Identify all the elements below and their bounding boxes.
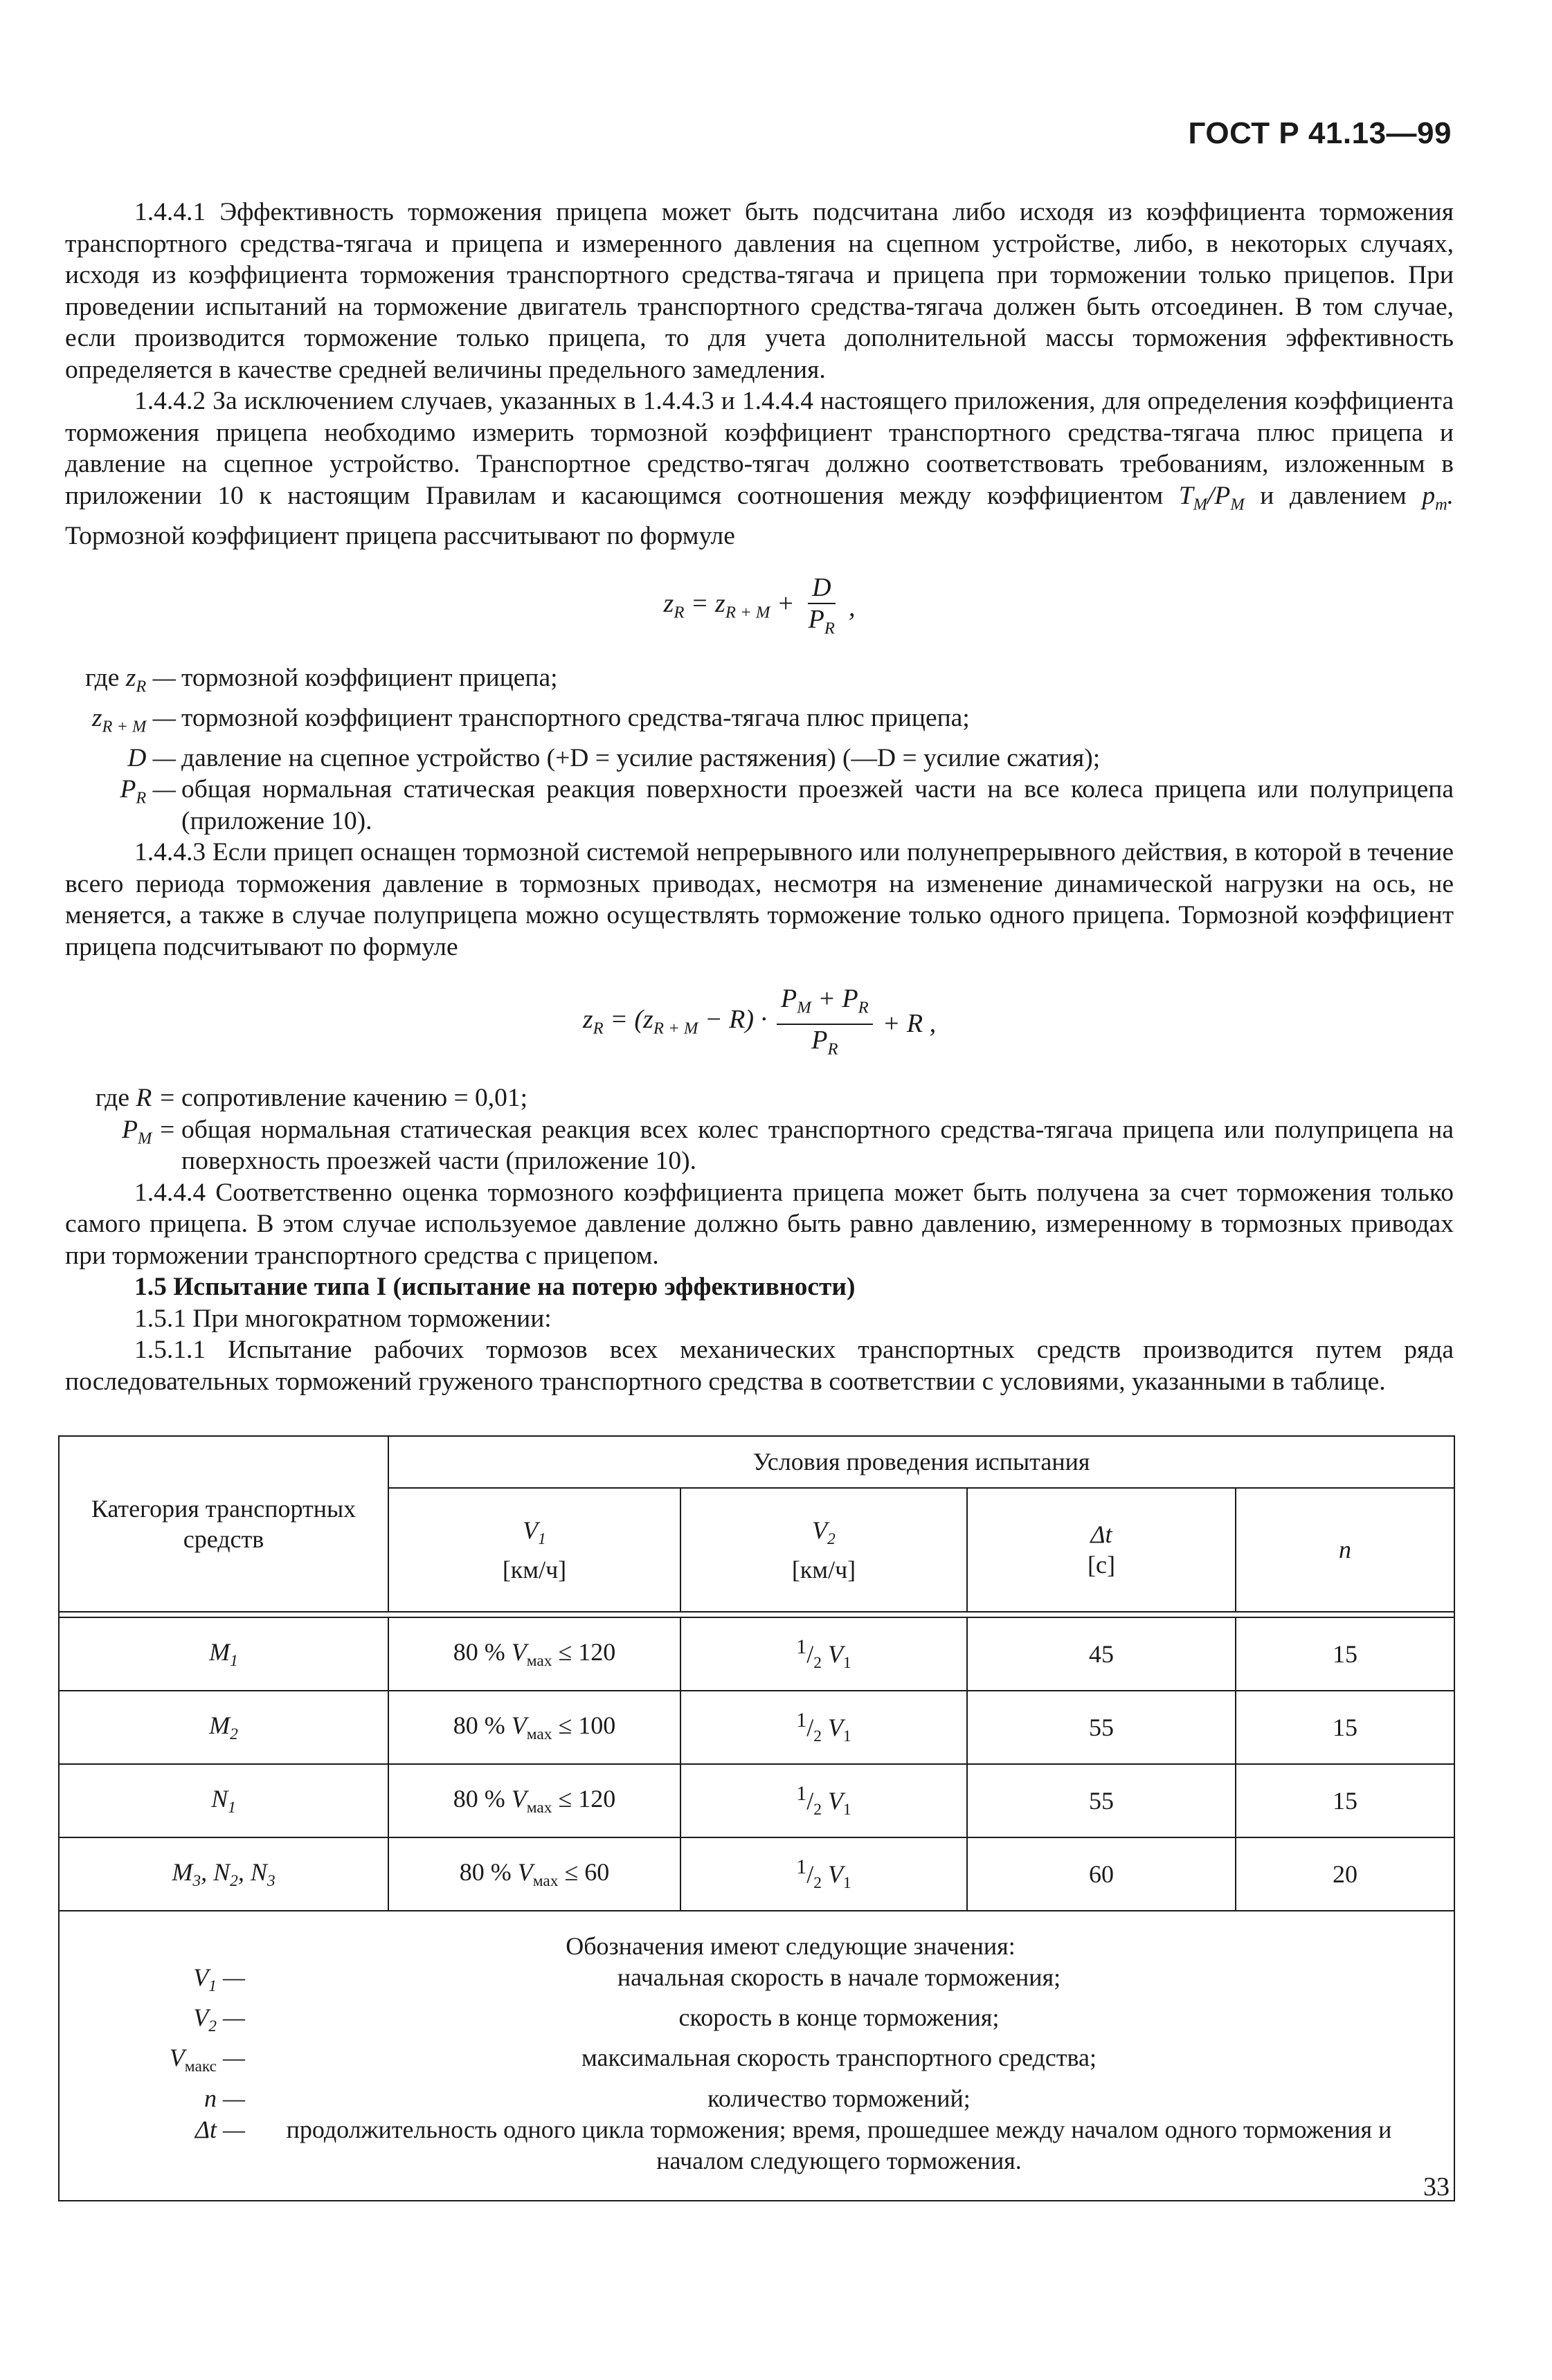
def-r-symbol: где R =	[95, 1084, 176, 1113]
formula-1-denominator: $P_R$	[808, 605, 835, 638]
definitions-2	[65, 1082, 1454, 1177]
header-category: Категория транспортных средств	[59, 1436, 388, 1612]
def-zrm-symbol: $z_{R + M}$ —	[91, 703, 176, 736]
note-n-text: количество торможений;	[707, 2084, 971, 2112]
def-pr-text: общая нормальная статическая реакция поверхности проезжей части на все колеса прицепа или полуприцепа (приложение 10).	[181, 775, 1454, 835]
cell-v2: $^1/_2$ $V_1$	[680, 1691, 967, 1764]
cell-dt: 55	[967, 1764, 1236, 1837]
header-v1: $V_1$ [км/ч]	[388, 1488, 680, 1612]
formula-2-denominator: $P_R$	[811, 1025, 838, 1059]
paragraph-1-4-4-2-end: Тормозной коэффициент прицепа рассчитывают по формуле	[65, 521, 735, 550]
header-v2: $V_2$ [км/ч]	[680, 1488, 967, 1612]
cell-v2: $^1/_2$ $V_1$	[680, 1617, 967, 1691]
header-double-rule	[59, 1612, 1454, 1617]
paragraph-1-4-4-2-mid: и давлением	[1260, 481, 1407, 510]
ratio-tm-pm: $T_M/P_M$	[1178, 481, 1245, 514]
paragraph-1-4-4-3: 1.4.4.3 Если прицеп оснащен тормозной системой непрерывного или полунепрерывного действия, в которой в течение всего периода торможения давление в тормозных приводах, несмотря на изменение динамической нагрузки на ось, не меняется, а также в случае полуприцепа можно осуществлять торможение только одного прицепа. Тормозной коэффициент прицепа подсчитывают по формуле	[65, 838, 1454, 961]
section-1-5-heading: 1.5 Испытание типа I (испытание на потерю эффективности)	[134, 1273, 856, 1302]
header-n	[1236, 1488, 1454, 1612]
note-v2-text: скорость в конце торможения;	[678, 2004, 1000, 2032]
note-dt-text: продолжительность одного цикла торможения; время, прошедшее между началом одного торможения и началом следующего торможения.	[286, 2115, 1392, 2174]
cell-category: $M_3$, $N_2$, $N_3$	[59, 1837, 388, 1911]
page-number: 33	[1423, 2172, 1450, 2201]
note-vmax-text: максимальная скорость транспортного средства;	[581, 2044, 1097, 2072]
def-zr-symbol: где $z_R$ —	[85, 663, 176, 696]
cell-dt: 55	[967, 1691, 1236, 1764]
formula-2	[65, 983, 1454, 1064]
table-row	[59, 1617, 1454, 1691]
def-r-text: сопротивление качению = 0,01;	[181, 1084, 528, 1113]
body-text	[65, 197, 1454, 1397]
formula-1-lhs: $z_R = z_{R + M}$ +	[663, 588, 795, 622]
notes-list	[155, 1962, 1426, 2177]
header-n-symbol: n	[1339, 1536, 1351, 1564]
header-v2-unit: [км/ч]	[791, 1555, 856, 1583]
cell-v1: 80 % $V_{мах} \le 60$	[388, 1837, 680, 1911]
note-n-symbol: n —	[204, 2084, 245, 2112]
header-dt	[967, 1488, 1236, 1612]
cell-n: 15	[1236, 1691, 1454, 1764]
header-dt-symbol: Δt	[1090, 1520, 1112, 1549]
note-v1-symbol: $V_1$ —	[193, 1963, 245, 1996]
def-zr-text: тормозной коэффициент прицепа;	[181, 663, 558, 692]
def-d-text: давление на сцепное устройство (+D = усилие растяжения) (—D = усилие сжатия);	[181, 743, 1101, 772]
def-d-symbol: D —	[127, 743, 176, 772]
formula-2-fraction	[777, 983, 873, 1064]
symbol-pm: $p_m$.	[1422, 481, 1454, 514]
def-pm-symbol: $P_M$ =	[122, 1115, 176, 1148]
cell-n: 20	[1236, 1837, 1454, 1911]
table-row	[59, 1837, 1454, 1911]
header-v1-unit: [км/ч]	[502, 1555, 567, 1583]
cell-n: 15	[1236, 1617, 1454, 1691]
note-dt-symbol: Δt —	[195, 2115, 245, 2143]
formula-2-numerator: $P_M + P_R$	[777, 983, 873, 1025]
cell-v2: $^1/_2$ $V_1$	[680, 1837, 967, 1911]
definitions-1	[65, 662, 1454, 837]
formula-2-lhs: $z_R = (z_{R + M} - R)$ ·	[582, 1004, 768, 1038]
table-notes	[59, 1911, 1454, 2201]
cell-category: $M_1$	[59, 1617, 388, 1691]
table-row	[59, 1764, 1454, 1837]
standard-header: ГОСТ Р 41.13—99	[1188, 116, 1452, 150]
formula-1-numerator: D	[808, 572, 835, 604]
def-pm-text: общая нормальная статическая реакция всех колес транспортного средства-тягача прицепа или полуприцепа на поверхность проезжей части (приложение 10).	[181, 1115, 1454, 1176]
formula-1-tail: ,	[848, 593, 856, 623]
cell-dt: 45	[967, 1617, 1236, 1691]
table-row	[59, 1691, 1454, 1764]
paragraph-1-5-1-1: 1.5.1.1 Испытание рабочих тормозов всех механических транспортных средств производится путем ряда последовательных торможений груженого транспортного средства в соответствии с условиями, указанными в таблице.	[65, 1336, 1454, 1396]
paragraph-1-4-4-2	[65, 385, 1454, 552]
header-conditions: Условия проведения испытания	[388, 1436, 1454, 1488]
def-zrm-text: тормозной коэффициент транспортного средства-тягача плюс прицепа;	[181, 703, 970, 732]
cell-dt: 60	[967, 1837, 1236, 1911]
paragraph-1-5-1: 1.5.1 При многократном торможении:	[134, 1304, 552, 1333]
header-dt-unit: [с]	[1088, 1551, 1115, 1579]
formula-2-tail: + R ,	[882, 1008, 937, 1038]
paragraph-1-4-4-1: 1.4.4.1 Эффективность торможения прицепа может быть подсчитана либо исходя из коэффициента торможения транспортного средства-тягача и прицепа и измеренного давления на сцепном устройстве, либо, в некоторых случаях, исходя из коэффициента торможения транспортного средства-тягача и прицепа при торможении только прицепов. При проведении испытаний на торможение двигатель транспортного средства-тягача должен быть отсоединен. В том случае, если производится торможение только прицепа, то для учета дополнительной массы торможения эффективность определяется в качестве средней величины предельного замедления.	[65, 198, 1454, 384]
def-pr-symbol: $P_R$ —	[120, 775, 176, 808]
cell-n: 15	[1236, 1764, 1454, 1837]
paragraph-1-4-4-2-text: 1.4.4.2 За исключением случаев, указанных в 1.4.4.3 и 1.4.4.4 настоящего приложения, для определения коэффициента торможения прицепа необходимо измерить тормозной коэффициент транспортного средства-тягача плюс прицепа и давление на сцепное устройство. Транспортное средство-тягач должно соответствовать требованиям, изложенным в приложении 10 к настоящим Правилам и касающимся соотношения между коэффициентом	[65, 387, 1454, 510]
notes-title: Обозначения имеют следующие значения:	[566, 1932, 1016, 1960]
test-conditions-table	[58, 1435, 1455, 2201]
cell-v1: 80 % $V_{мах} \le 100$	[388, 1691, 680, 1764]
note-v1-text: начальная скорость в начале торможения;	[617, 1963, 1061, 1991]
formula-1-fraction	[804, 572, 839, 644]
formula-1	[65, 572, 1454, 644]
note-v2-symbol: $V_2$ —	[193, 2004, 245, 2036]
note-vmax-symbol: $V_{макс}$ —	[169, 2044, 245, 2076]
cell-v1: 80 % $V_{мах} \le 120$	[388, 1764, 680, 1837]
paragraph-1-4-4-4: 1.4.4.4 Соответственно оценка тормозного коэффициента прицепа может быть получена за счет торможения только самого прицепа. В этом случае используемое давление должно быть равно давлению, измеренному в тормозных приводах при торможении транспортного средства с прицепом.	[65, 1178, 1454, 1270]
cell-category: $N_1$	[59, 1764, 388, 1837]
cell-v2: $^1/_2$ $V_1$	[680, 1764, 967, 1837]
cell-category: $M_2$	[59, 1691, 388, 1764]
cell-v1: 80 % $V_{мах} \le 120$	[388, 1617, 680, 1691]
